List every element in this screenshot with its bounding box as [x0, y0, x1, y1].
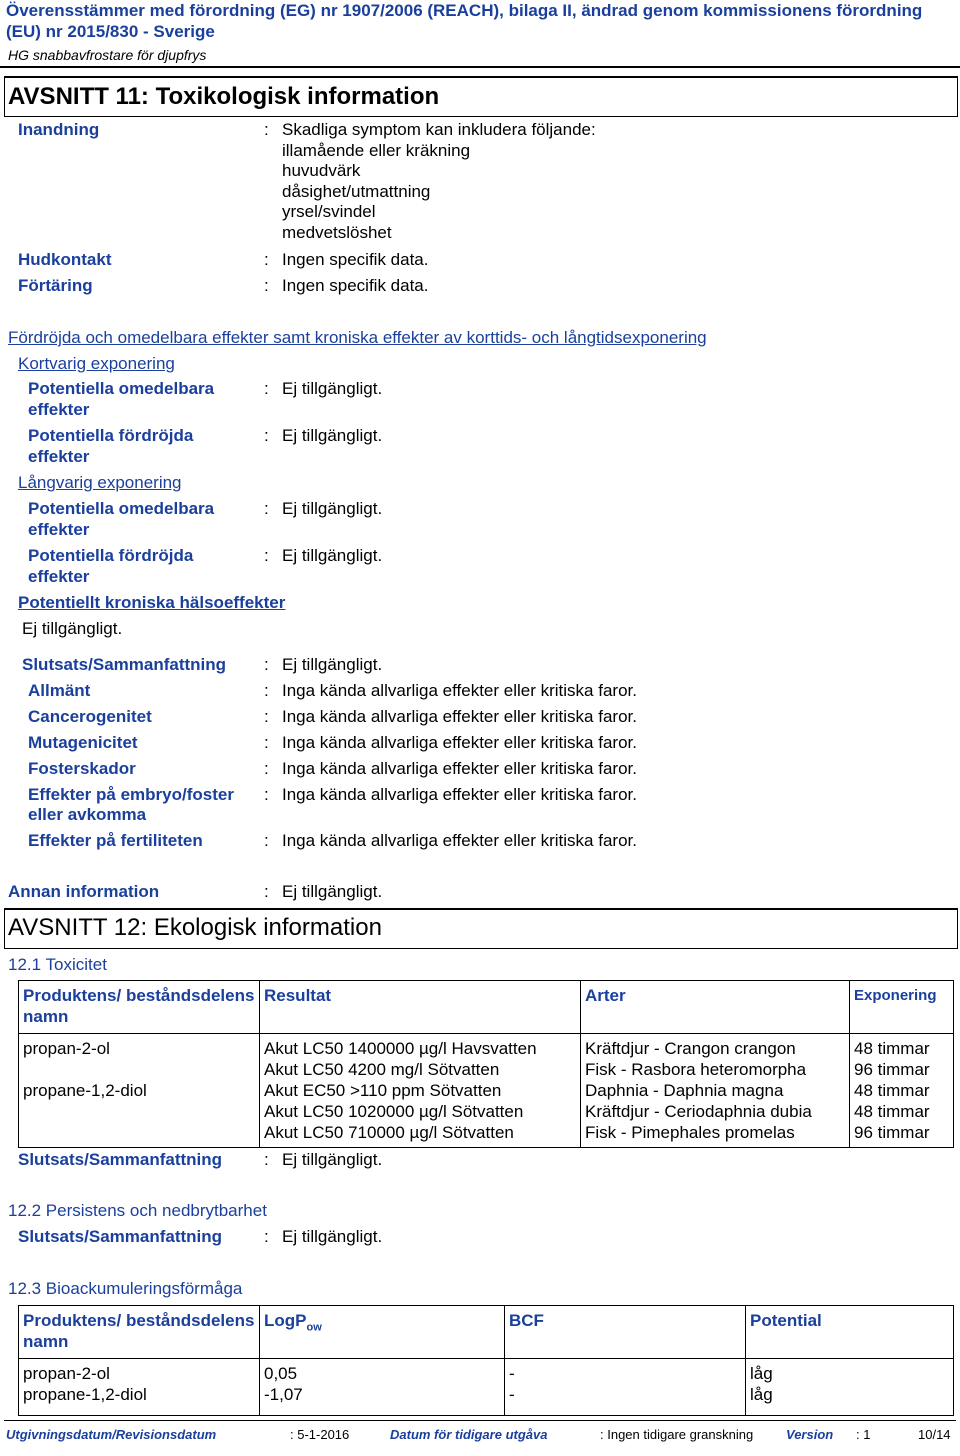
colon: :: [264, 379, 269, 398]
inhalation-symptom-line: medvetslöshet: [282, 223, 392, 242]
general-label: Allmänt: [28, 681, 91, 700]
result-value: Akut LC50 1020000 µg/l Sötvatten: [264, 1102, 524, 1121]
mutagenicity-value: Inga kända allvarliga effekter eller kritiska faror.: [282, 733, 637, 752]
colon: :: [264, 120, 269, 139]
species-value: Fisk - Pimephales promelas: [585, 1123, 795, 1142]
bioaccumulation-table: [18, 1305, 954, 1416]
colon: :: [264, 733, 269, 752]
exposure-value: 48 timmar: [854, 1102, 930, 1121]
bcf-value: -: [509, 1385, 515, 1404]
short-delayed-label: Potentiella fördröjda: [28, 426, 194, 445]
product-name: HG snabbavfrostare för djupfrys: [8, 47, 207, 63]
colon: :: [264, 759, 269, 778]
exposure-value: 48 timmar: [854, 1081, 930, 1100]
bioaccumulation-heading: 12.3 Bioackumuleringsförmåga: [8, 1279, 243, 1298]
document-title: Överensstämmer med förordning (EG) nr 1907/2006 (REACH), bilaga II, ändrad genom kommissionens förordning (EU) nr 2015/830 - Sverige: [6, 1, 923, 41]
persistence-summary-label: Slutsats/Sammanfattning: [18, 1227, 223, 1246]
colon: :: [264, 250, 269, 269]
long-immediate-value: Ej tillgängligt.: [282, 499, 383, 518]
colon: :: [264, 276, 269, 295]
toxicity-table: [18, 980, 954, 1148]
toxicity-summary-value: Ej tillgängligt.: [282, 1150, 383, 1169]
potential-value: låg: [750, 1364, 773, 1383]
issue-date-label: Utgivningsdatum/Revisionsdatum: [6, 1427, 217, 1442]
bcf-value: -: [509, 1364, 515, 1383]
colon: :: [264, 882, 269, 901]
long-delayed-label: Potentiella fördröjda: [28, 546, 194, 565]
column-header-species: Arter: [581, 981, 850, 1034]
previous-date-value: : Ingen tidigare granskning: [600, 1427, 754, 1442]
short-immediate-label: Potentiella omedelbara: [28, 379, 215, 398]
page-footer: [4, 1420, 956, 1451]
long-delayed-value: Ej tillgängligt.: [282, 546, 383, 565]
results-cell: [260, 1034, 581, 1148]
version-value: : 1: [856, 1427, 871, 1442]
colon: :: [264, 1150, 269, 1169]
long-delayed-label-2: effekter: [28, 567, 90, 586]
long-immediate-label: Potentiella omedelbara: [28, 499, 215, 518]
header-divider: [0, 66, 960, 68]
column-header-name: Produktens/ beståndsdelens namn: [19, 981, 260, 1034]
short-immediate-value: Ej tillgängligt.: [282, 379, 383, 398]
column-header-exposure: Exponering: [850, 981, 954, 1034]
skin-contact-value: Ingen specifik data.: [282, 250, 429, 269]
result-value: Akut LC50 1400000 µg/l Havsvatten: [264, 1039, 537, 1058]
species-value: Fisk - Rasbora heteromorpha: [585, 1060, 807, 1079]
result-value: Akut LC50 4200 mg/l Sötvatten: [264, 1060, 500, 1079]
toxicity-summary-label: Slutsats/Sammanfattning: [18, 1150, 223, 1169]
previous-date-label: Datum för tidigare utgåva: [390, 1427, 548, 1442]
column-header-bcf: BCF: [505, 1306, 746, 1359]
chronic-effects-heading: Potentiellt kroniska hälsoeffekter: [18, 593, 286, 612]
logp-subscript: ow: [306, 1321, 322, 1334]
short-term-heading: Kortvarig exponering: [18, 354, 175, 373]
colon: :: [264, 426, 269, 445]
colon: :: [264, 546, 269, 565]
short-immediate-label-2: effekter: [28, 400, 90, 419]
inhalation-label: Inandning: [18, 120, 100, 139]
table-header-row: [19, 1306, 954, 1359]
colon: :: [264, 831, 269, 850]
exposure-value: 96 timmar: [854, 1060, 930, 1079]
substance-name: propane-1,2-diol: [23, 1385, 147, 1404]
exposure-cell: [850, 1034, 954, 1148]
inhalation-symptom-line: huvudvärk: [282, 161, 361, 181]
inhalation-symptom-line: dåsighet/utmattning: [282, 181, 431, 201]
species-value: Kräftdjur - Crangon crangon: [585, 1039, 796, 1058]
colon: :: [264, 499, 269, 518]
inhalation-symptom-line: Skadliga symptom kan inkludera följande:: [282, 120, 596, 139]
inhalation-symptom-line: yrsel/svindel: [282, 202, 376, 222]
column-header-potential: Potential: [746, 1306, 954, 1359]
species-value: Daphnia - Daphnia magna: [585, 1081, 784, 1100]
colon: :: [264, 707, 269, 726]
short-delayed-value: Ej tillgängligt.: [282, 426, 383, 445]
exposure-value: 48 timmar: [854, 1039, 930, 1058]
teratogenicity-value: Inga kända allvarliga effekter eller kritiska faror.: [282, 759, 637, 778]
result-value: Akut EC50 >110 ppm Sötvatten: [264, 1081, 502, 1100]
section-11-title: AVSNITT 11: Toxikologisk information: [8, 83, 440, 110]
teratogenicity-label: Fosterskador: [28, 759, 136, 778]
carcinogenicity-label: Cancerogenitet: [28, 707, 152, 726]
other-information-label: Annan information: [8, 882, 160, 901]
table-row: [19, 1359, 954, 1416]
column-header-name: Produktens/ beståndsdelens namn: [19, 1306, 260, 1359]
logpow-value: 0,05: [264, 1364, 298, 1383]
ingestion-value: Ingen specifik data.: [282, 276, 429, 295]
section-12-title: AVSNITT 12: Ekologisk information: [8, 914, 382, 941]
column-header-result: Resultat: [260, 981, 581, 1034]
general-value: Inga kända allvarliga effekter eller kritiska faror.: [282, 681, 637, 700]
logpow-cell: [260, 1359, 505, 1416]
potential-cell: [746, 1359, 954, 1416]
result-value: Akut LC50 710000 µg/l Sötvatten: [264, 1123, 514, 1142]
mutagenicity-label: Mutagenicitet: [28, 733, 138, 752]
other-information-value: Ej tillgängligt.: [282, 882, 383, 901]
colon: :: [264, 655, 269, 674]
short-delayed-label-2: effekter: [28, 447, 90, 466]
developmental-label-2: eller avkomma: [28, 805, 147, 824]
exposure-value: 96 timmar: [854, 1123, 930, 1142]
inhalation-symptom-line: illamående eller kräkning: [282, 140, 471, 160]
bcf-cell: [505, 1359, 746, 1416]
substance-name: propan-2-ol: [23, 1039, 110, 1058]
substance-names-cell: [19, 1034, 260, 1148]
ingestion-label: Förtäring: [18, 276, 93, 295]
developmental-label: Effekter på embryo/foster: [28, 785, 234, 804]
persistence-heading: 12.2 Persistens och nedbrytbarhet: [8, 1201, 267, 1220]
species-cell: [581, 1034, 850, 1148]
summary-label: Slutsats/Sammanfattning: [22, 655, 227, 674]
summary-value: Ej tillgängligt.: [282, 655, 383, 674]
version-label: Version: [786, 1427, 834, 1442]
substance-names-cell: [19, 1359, 260, 1416]
long-immediate-label-2: effekter: [28, 520, 90, 539]
delayed-effects-heading: Fördröjda och omedelbara effekter samt kroniska effekter av korttids- och långtidsexponering: [8, 328, 707, 347]
carcinogenicity-value: Inga kända allvarliga effekter eller kritiska faror.: [282, 707, 637, 726]
fertility-value: Inga kända allvarliga effekter eller kritiska faror.: [282, 831, 637, 850]
skin-contact-label: Hudkontakt: [18, 250, 112, 269]
toxicity-heading: 12.1 Toxicitet: [8, 955, 107, 974]
logpow-value: -1,07: [264, 1385, 303, 1404]
long-term-heading: Långvarig exponering: [18, 473, 182, 492]
persistence-summary-value: Ej tillgängligt.: [282, 1227, 383, 1246]
column-header-logpow: [260, 1306, 505, 1359]
page-number: 10/14: [918, 1427, 951, 1442]
colon: :: [264, 681, 269, 700]
logp-label: LogP: [264, 1311, 307, 1330]
colon: :: [264, 785, 269, 804]
fertility-label: Effekter på fertiliteten: [28, 831, 203, 850]
colon: :: [264, 1227, 269, 1246]
chronic-effects-value: Ej tillgängligt.: [22, 619, 123, 638]
substance-name: propane-1,2-diol: [23, 1081, 147, 1100]
substance-name: propan-2-ol: [23, 1364, 110, 1383]
table-row: [19, 1034, 954, 1148]
species-value: Kräftdjur - Ceriodaphnia dubia: [585, 1102, 812, 1121]
potential-value: låg: [750, 1385, 773, 1404]
table-header-row: [19, 981, 954, 1034]
developmental-value: Inga kända allvarliga effekter eller kritiska faror.: [282, 785, 637, 804]
issue-date-value: : 5-1-2016: [290, 1427, 350, 1442]
